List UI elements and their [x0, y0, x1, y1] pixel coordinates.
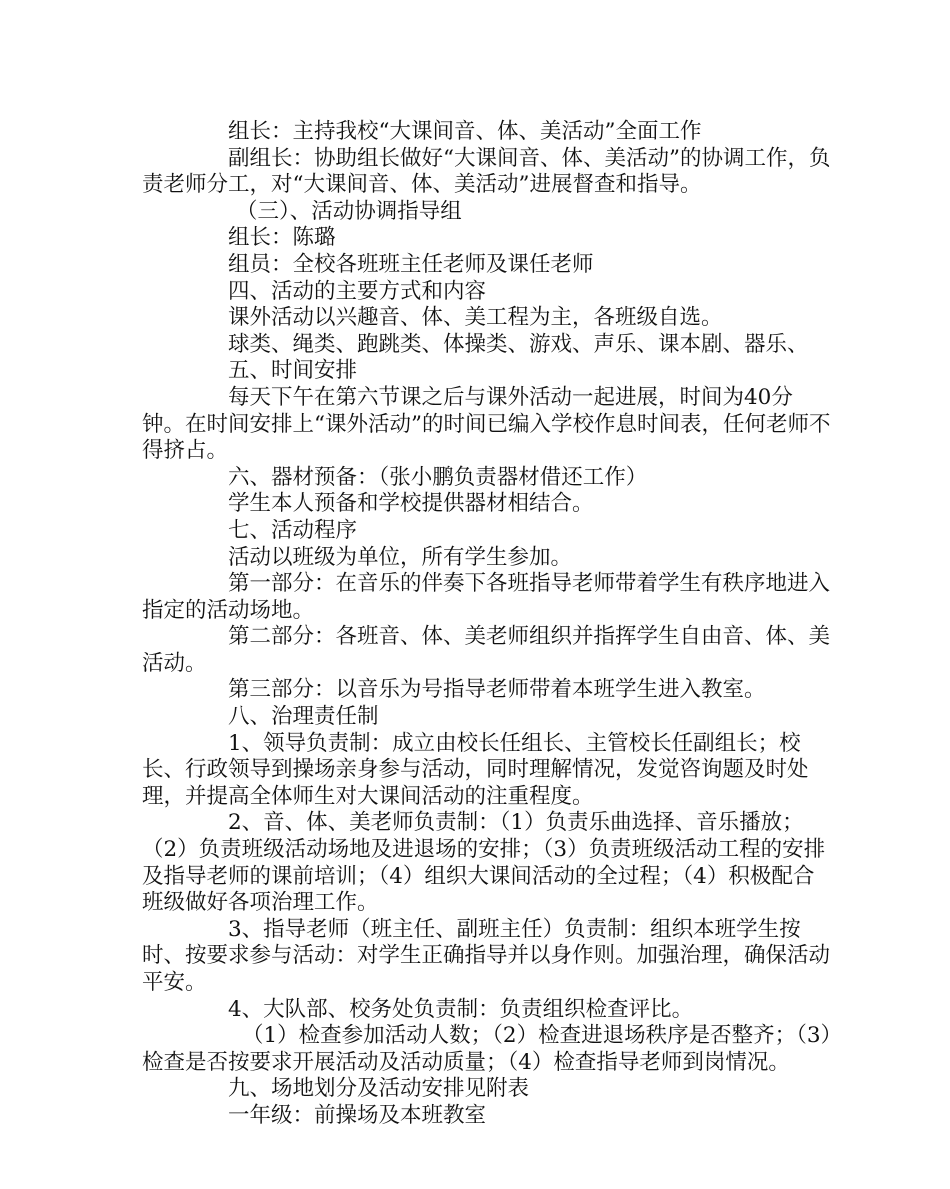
paragraph: 第一部分：在音乐的伴奏下各班指导老师带着学生有秩序地进入指定的活动场地。: [142, 571, 831, 623]
paragraph: 1、领导负责制：成立由校长任组长、主管校长任副组长；校长、行政领导到操场亲身参与活动，同时理解情况，发觉咨询题及时处理，并提高全体师生对大课间活动的注重程度。: [142, 730, 809, 809]
paragraph: （1）检查参加活动人数；（2）检查进退场秩序是否整齐；（3）检查是否按要求开展活动及活动质量；（4）检查指导老师到岗情况。: [142, 1023, 832, 1075]
paragraph: （三）、活动协调指导组: [236, 198, 462, 224]
paragraph: 八、治理责任制: [228, 704, 379, 730]
paragraph: 九、场地划分及活动安排见附表: [228, 1076, 530, 1102]
paragraph: 课外活动以兴趣音、体、美工程为主，各班级自选。: [228, 305, 723, 331]
paragraph: 活动以班级为单位，所有学生参加。: [228, 544, 573, 570]
paragraph: 五、时间安排: [228, 358, 358, 384]
paragraph: 七、活动程序: [228, 517, 358, 543]
paragraph: 六、器材预备：（张小鹏负责器材借还工作）: [228, 464, 648, 490]
document-page: [142, 119, 832, 1130]
paragraph: 4、大队部、校务处负责制：负责组织检查评比。: [228, 996, 694, 1022]
paragraph: 组长：陈璐: [228, 225, 336, 251]
paragraph: 组员：全校各班班主任老师及课任老师: [228, 251, 594, 277]
paragraph: 球类、绳类、跑跳类、体操类、游戏、声乐、课本剧、器乐、: [228, 331, 809, 357]
paragraph: 第三部分：以音乐为号指导老师带着本班学生进入教室。: [228, 677, 766, 703]
paragraph: 学生本人预备和学校提供器材相结合。: [228, 491, 594, 517]
paragraph: 每天下午在第六节课之后与课外活动一起进展，时间为40分钟。在时间安排上“课外活动”的时间已编入学校作息时间表，任何老师不得挤占。: [142, 384, 831, 464]
paragraph: 组长：主持我校“大课间音、体、美活动”全面工作: [228, 119, 702, 144]
paragraph: 第二部分：各班音、体、美老师组织并指挥学生自由音、体、美活动。: [142, 624, 831, 676]
paragraph: 副组长：协助组长做好“大课间音、体、美活动”的协调工作，负责老师分工，对“大课间音、体、美活动”进展督查和指导。: [142, 145, 831, 198]
paragraph: 一年级：前操场及本班教室: [228, 1102, 487, 1128]
paragraph: 3、指导老师（班主任、副班主任）负责制：组织本班学生按时、按要求参与活动：对学生正确指导并以身作则。加强治理，确保活动平安。: [142, 916, 831, 995]
paragraph: 2、音、体、美老师负责制：（1）负责乐曲选择、音乐播放；（2）负责班级活动场地及进退场的安排；（3）负责班级活动工程的安排及指导老师的课前培训；（4）组织大课间活动的全过程；（4）积极配合班级做好各项治理工作。: [142, 810, 826, 916]
paragraph: 四、活动的主要方式和内容: [228, 278, 487, 304]
